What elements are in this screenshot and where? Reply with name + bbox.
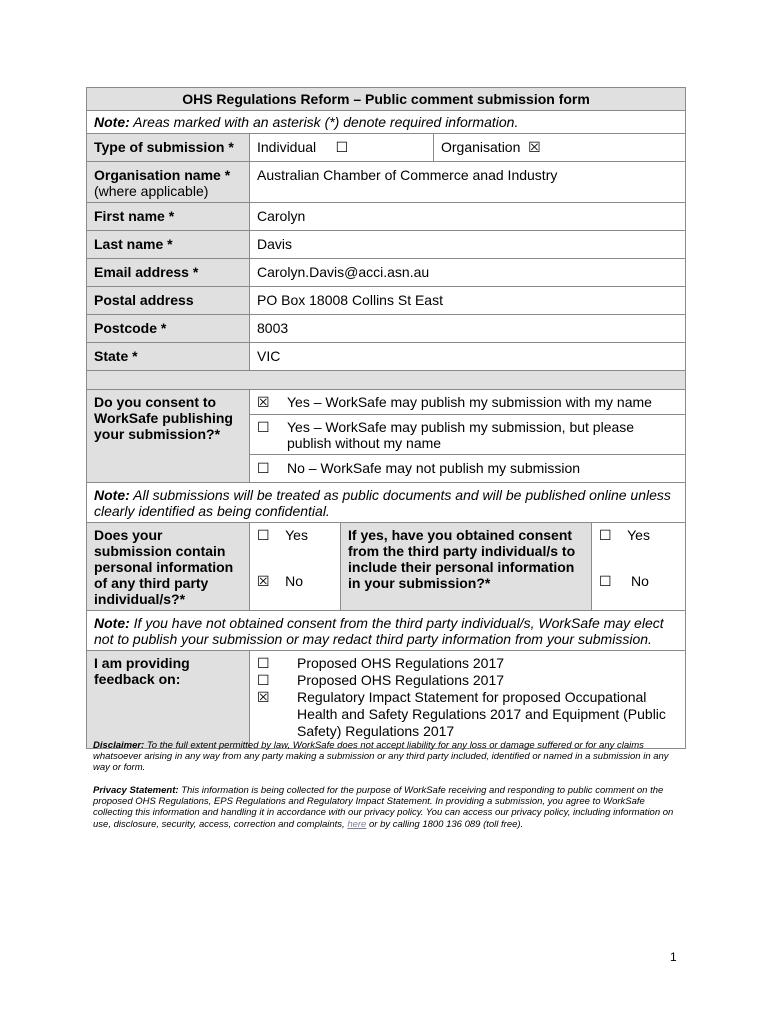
consent-option-1-text: Yes – WorkSafe may publish my submission with my name <box>287 394 652 410</box>
spacer-row <box>87 371 686 390</box>
feedback-option-2[interactable] <box>257 672 678 689</box>
third-party-options <box>250 523 341 611</box>
type-of-submission-label: Type of submission * <box>87 134 250 162</box>
third-party-no-option[interactable] <box>257 573 333 589</box>
third-party-no-label: No <box>285 573 304 589</box>
third-party-consent-yes-label: Yes <box>627 527 650 543</box>
third-party-consent-yes-checkbox[interactable]: ☐ <box>599 527 612 543</box>
third-party-info-label: Does your submission contain personal information of any third party individual/s?* <box>87 523 250 611</box>
feedback-option-1-checkbox[interactable]: ☐ <box>257 655 270 671</box>
email-value[interactable]: Carolyn.Davis@acci.asn.au <box>250 259 686 287</box>
feedback-option-1[interactable] <box>257 655 678 672</box>
third-party-consent-no-checkbox[interactable]: ☐ <box>599 573 612 589</box>
disclaimer-label: Disclaimer: <box>93 740 145 751</box>
required-note: Note: Areas marked with an asterisk (*) denote required information. <box>87 111 686 134</box>
organisation-checkbox[interactable]: ☒ <box>528 139 541 155</box>
feedback-option-3[interactable] <box>257 689 678 740</box>
feedback-option-3-text: Regulatory Impact Statement for proposed Occupational Health and Safety Regulations 2017 and Equipment (Public Safety) Regulations 2017 <box>297 689 666 739</box>
feedback-options <box>250 651 686 749</box>
public-documents-note: Note: All submissions will be treated as public documents and will be published online unless clearly identified as being confidential. <box>87 483 686 523</box>
third-party-consent-yes-option[interactable] <box>599 527 678 543</box>
postal-address-label: Postal address <box>87 287 250 315</box>
page-number: 1 <box>670 950 677 964</box>
type-individual-option[interactable] <box>250 134 434 162</box>
consent-publish-label: Do you consent to WorkSafe publishing your submission?* <box>87 390 250 483</box>
last-name-label: Last name * <box>87 231 250 259</box>
organisation-name-sublabel: (where applicable) <box>94 183 209 199</box>
submission-form-table <box>86 87 686 749</box>
individual-label: Individual <box>257 139 317 155</box>
third-party-yes-checkbox[interactable]: ☐ <box>257 527 270 543</box>
organisation-name-value[interactable]: Australian Chamber of Commerce anad Industry <box>250 162 686 203</box>
feedback-option-3-checkbox[interactable]: ☒ <box>257 689 270 705</box>
third-party-yes-label: Yes <box>285 527 308 543</box>
type-organisation-option[interactable] <box>434 134 686 162</box>
disclaimer-text: To the full extent permitted by law, WorkSafe does not accept liability for any loss or damage suffered or for any claims whatsoever arising in any way from any party making a submission or any third party included, identified or named in a submission in any way or form. <box>93 740 669 774</box>
individual-checkbox[interactable]: ☐ <box>335 139 349 155</box>
consent-option-2-text: Yes – WorkSafe may publish my submission, but please publish without my name <box>287 419 635 451</box>
first-name-value[interactable]: Carolyn <box>250 203 686 231</box>
last-name-value[interactable]: Davis <box>250 231 686 259</box>
third-party-yes-option[interactable] <box>257 527 333 543</box>
consent-option-1[interactable] <box>250 390 686 415</box>
third-party-consent-no-option[interactable] <box>599 573 678 589</box>
consent-option-3-checkbox[interactable]: ☐ <box>257 460 270 476</box>
privacy-label: Privacy Statement: <box>93 785 179 796</box>
email-label: Email address * <box>87 259 250 287</box>
feedback-option-2-text: Proposed OHS Regulations 2017 <box>297 672 505 688</box>
state-label: State * <box>87 343 250 371</box>
postal-address-value[interactable]: PO Box 18008 Collins St East <box>250 287 686 315</box>
third-party-consent-no-label: No <box>631 573 649 589</box>
feedback-option-2-checkbox[interactable]: ☐ <box>257 672 270 688</box>
form-title: OHS Regulations Reform – Public comment submission form <box>87 88 686 111</box>
disclaimer-paragraph <box>93 740 685 774</box>
third-party-note: Note: If you have not obtained consent from the third party individual/s, WorkSafe may elect not to publish your submission or may redact third party information from your submission. <box>87 611 686 651</box>
consent-option-2[interactable] <box>250 415 686 455</box>
consent-option-2-checkbox[interactable]: ☐ <box>257 419 270 435</box>
organisation-label: Organisation <box>441 139 521 155</box>
third-party-no-checkbox[interactable]: ☒ <box>257 573 270 589</box>
privacy-text-end: or by calling 1800 136 089 (toll free). <box>368 818 524 830</box>
organisation-name-cell <box>87 162 250 203</box>
postcode-label: Postcode * <box>87 315 250 343</box>
postcode-value[interactable]: 8003 <box>250 315 686 343</box>
feedback-option-1-text: Proposed OHS Regulations 2017 <box>297 655 505 671</box>
privacy-statement-paragraph <box>93 785 685 830</box>
first-name-label: First name * <box>87 203 250 231</box>
consent-option-1-checkbox[interactable]: ☒ <box>257 394 270 410</box>
consent-option-3[interactable] <box>250 455 686 483</box>
third-party-consent-options <box>592 523 686 611</box>
consent-option-3-text: No – WorkSafe may not publish my submission <box>287 460 581 476</box>
state-value[interactable]: VIC <box>250 343 686 371</box>
privacy-text: This information is being collected for the purpose of WorkSafe receiving and responding to public comment on the proposed OHS Regulations, EPS Regulations and Regulatory Impact Statement. In providing a submission, you agree to WorkSafe collecting this information and handling it in accordance with our privacy policy. You can access our privacy policy, including information on use, disclosure, security, access, correction and complaints, <box>93 785 674 830</box>
privacy-policy-link[interactable]: here <box>347 818 367 830</box>
feedback-label: I am providing feedback on: <box>87 651 250 749</box>
organisation-name-label: Organisation name * <box>94 167 231 183</box>
third-party-consent-label: If yes, have you obtained consent from the third party individual/s to include their personal information in your submission?* <box>341 523 592 611</box>
